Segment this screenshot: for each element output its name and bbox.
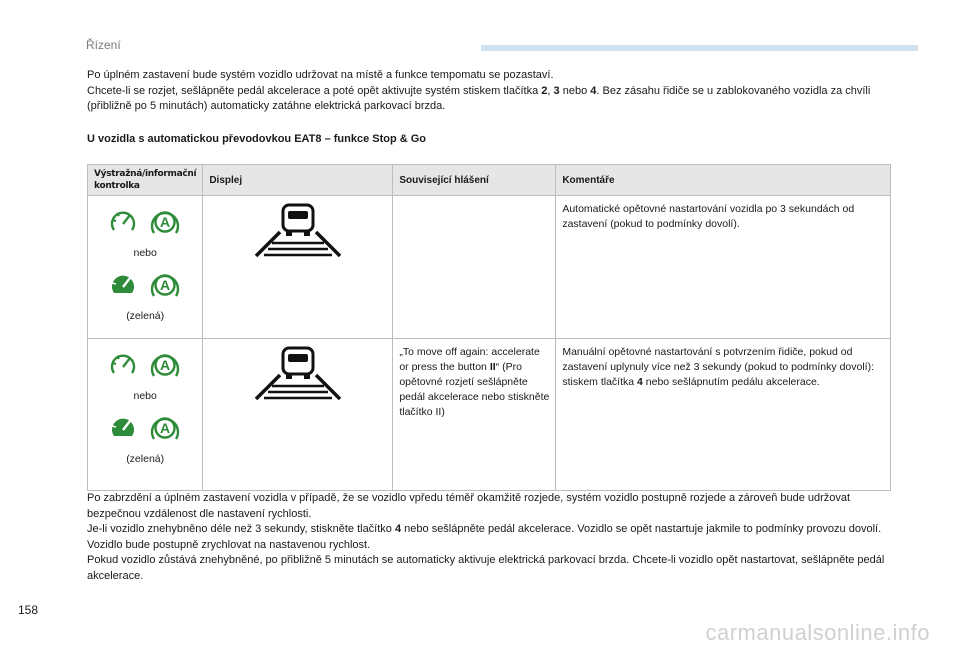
icon-row-outline: [94, 349, 196, 381]
intro-text-a: Chcete-li se rozjet, sešlápněte pedál akcelerace a poté opět aktivujte systém stiskem tlačítka: [87, 84, 542, 97]
or-label: nebo: [133, 247, 157, 259]
intro-sep-2: nebo: [559, 84, 591, 97]
auto-start-a-icon: [148, 270, 182, 300]
outro-p1: Po zabrzdění a úplném zastavení vozidla v případě, že se vozidlo vpředu téměř okamžitě rozjede, systém vozidlo postupně rozjede a zároveň bude udržovat bezpečnou vzdálenost dle nastavení rychlosti.: [87, 492, 851, 520]
icon-row-filled: [94, 269, 196, 301]
col-header-comments: Komentáře: [556, 165, 891, 196]
auto-start-a-icon: [148, 350, 182, 380]
table-row: [88, 339, 891, 491]
table-row: [88, 196, 891, 339]
col-header-display: Displej: [203, 165, 393, 196]
outro-paragraph: [87, 491, 887, 584]
section-title: Řízení: [86, 38, 121, 52]
intro-sep-1: ,: [547, 84, 554, 97]
outro-button-ref: 4: [394, 523, 402, 535]
indicator-table: [87, 164, 891, 491]
table-header-row: [88, 165, 891, 196]
auto-start-a-icon: [148, 413, 182, 443]
auto-start-a-icon: [148, 207, 182, 237]
intro-line-2: [87, 84, 887, 115]
comment-cell: Automatické opětovné nastartování vozidla po 3 sekundách od zastavení (pokud to podmínky dovolí).: [556, 196, 891, 339]
svg-text:A: A: [160, 214, 171, 230]
outro-p2-c: nebo sešlápněte pedál akcelerace. Vozidlo se opět nastartuje jakmile to podmínky provozu dovolí. Vozidlo bude postupně zrychlovat na nastavenou rychlost.: [87, 523, 882, 551]
green-label: (zelená): [126, 310, 165, 322]
comment-text-c: nebo sešlápnutím pedálu akcelerace.: [642, 376, 820, 388]
svg-text:A: A: [160, 277, 171, 293]
svg-text:A: A: [160, 357, 171, 373]
comment-button-ref: 4: [637, 376, 643, 388]
display-cell: [203, 196, 393, 339]
cruise-control-filled-icon: [108, 414, 138, 442]
message-button-ref: II: [489, 361, 496, 373]
col-header-indicator: Výstražná/informační kontrolka: [88, 165, 203, 196]
car-lane-display-icon: [250, 202, 346, 260]
subheading: U vozidla s automatickou převodovkou EAT8 – funkce Stop & Go: [87, 133, 427, 145]
button-ref-2: 2: [541, 84, 548, 97]
svg-text:A: A: [160, 420, 171, 436]
comment-cell: [556, 339, 891, 491]
message-cell: [393, 196, 556, 339]
green-label: (zelená): [126, 453, 165, 465]
indicator-cell: [88, 196, 203, 339]
cruise-control-outline-icon: [108, 351, 138, 379]
col-header-message: Související hlášení: [393, 165, 556, 196]
display-cell: [203, 339, 393, 491]
icon-row-filled: [94, 412, 196, 444]
outro-p2-a: Je-li vozidlo znehybněno déle než 3 sekundy, stiskněte tlačítko: [87, 523, 395, 535]
button-ref-3: 3: [553, 84, 560, 97]
watermark: carmanualsonline.info: [705, 620, 930, 645]
cruise-control-filled-icon: [108, 271, 138, 299]
message-cell: [393, 339, 556, 491]
button-ref-4: 4: [590, 84, 597, 97]
cruise-control-outline-icon: [108, 208, 138, 236]
message-text-a: „To move off again: accelerate or press the button: [399, 346, 540, 373]
page-number: 158: [18, 603, 39, 617]
outro-p2: [87, 522, 887, 553]
indicator-cell: [88, 339, 203, 491]
comment-text-a: Manuální opětovné nastartování s potvrzením řidiče, pokud od zastavení uplynuly více než 3 sekundy (pokud to podmínky dovolí): stiskem tlačítka: [562, 346, 875, 388]
or-label: nebo: [133, 390, 157, 402]
intro-line-1: Po úplném zastavení bude systém vozidlo udržovat na místě a funkce tempomatu se pozastaví.: [87, 69, 554, 81]
intro-text-b: . Bez zásahu řidiče se u zablokovaného vozidla za chvíli (přibližně po 5 minutách) automaticky zatáhne elektrická parkovací brzda.: [87, 84, 871, 112]
outro-p3: Pokud vozidlo zůstává znehybněné, po přibližně 5 minutách se automaticky aktivuje elektrická parkovací brzda. Chcete-li vozidlo opět nastartovat, sešlápněte pedál akcelerace.: [87, 554, 885, 582]
icon-row-outline: [94, 206, 196, 238]
car-lane-display-icon: [250, 345, 346, 403]
header-bar: [481, 45, 918, 51]
intro-paragraph: [87, 68, 887, 115]
message-text-c: “ (Pro opětovné rozjetí sešlápněte pedál akcelerace nebo stiskněte tlačítko II): [399, 361, 550, 418]
